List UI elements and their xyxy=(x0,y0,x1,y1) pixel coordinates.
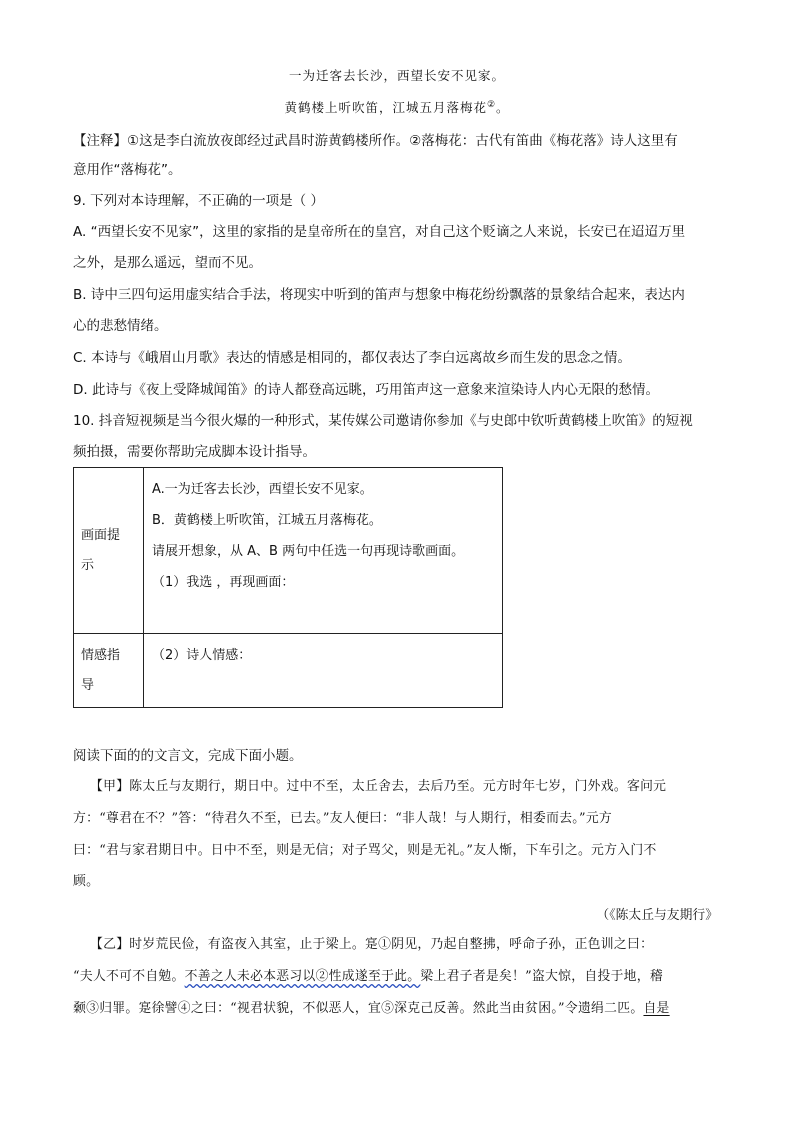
yi-text: “夫人不可不自勉。 xyxy=(73,969,185,984)
table-row xyxy=(74,468,503,634)
poem-line-2 xyxy=(0,98,794,116)
yi-text: 颡③归罪。寔徐譬④之曰：“视君状貌，不似恶人，宜⑤深克己反善。然此当由贫困。”令遗绢二匹。 xyxy=(73,1001,644,1016)
option-c: C. 本诗与《峨眉山月歌》表达的情感是相同的，都仅表达了李白远离故乡而生发的思念之情。 xyxy=(73,350,632,366)
question-10-line-1: 10. 抖音短视频是当今很火爆的一种形式，某传媒公司邀请你参加《与史郎中钦听黄鹤楼上吹笛》的短视 xyxy=(73,413,693,429)
passage-yi-line-1: 【乙】时岁荒民俭，有盗夜入其室，止于梁上。寔①阴见，乃起自整拂，呼命子孙，正色训之曰： xyxy=(90,937,654,952)
hint-instruction: 请展开想象，从 A、B 两句中任选一句再现诗歌画面。 xyxy=(152,544,465,559)
wavy-underlined-sentence: 不善之人未必本恶习以②性成遂至于此。 xyxy=(184,969,421,984)
label-text: 画面提 xyxy=(81,527,121,543)
poem-line-2-end: 。 xyxy=(496,100,510,115)
label-text: 示 xyxy=(81,557,95,573)
script-design-table xyxy=(73,467,503,708)
passage-jia-line-4: 顾。 xyxy=(73,874,100,889)
hint-option-a: A.一为迁客去长沙，西望长安不见家。 xyxy=(152,482,373,497)
underlined-phrase: 自是 xyxy=(643,1001,670,1016)
answer-prompt-2: （2）诗人情感： xyxy=(152,648,252,663)
scene-hint-content xyxy=(144,468,503,634)
poem-line-2-text: 黄鹤楼上听吹笛，江城五月落梅花 xyxy=(284,100,487,115)
passage-jia-line-2: 方：“尊君在不？”答：“待君久不至，已去。”友人便曰：“非人哉！与人期行，相委而去。”元方 xyxy=(73,811,613,826)
yi-text: 梁上君子者是矣！”盗大惊，自投于地，稽 xyxy=(420,969,663,984)
option-d: D. 此诗与《夜上受降城闻笛》的诗人都登高远眺，巧用笛声这一意象来渲染诗人内心无限的愁情。 xyxy=(73,382,659,398)
passage-jia-line-3: 曰：“君与家君期日中。日中不至，则是无信；对子骂父，则是无礼。”友人惭，下车引之。元方入门不 xyxy=(73,843,657,858)
option-a-line-1: A. “西望长安不见家”，这里的家指的是皇帝所在的皇宫，对自己这个贬谪之人来说，长安已在迢迢万里 xyxy=(73,224,686,240)
passage-jia-line-1: 【甲】陈太丘与友期行，期日中。过中不至，太丘舍去，去后乃至。元方时年七岁，门外戏。客问元 xyxy=(90,779,667,794)
row-label-emotion-guide xyxy=(74,634,144,708)
answer-prompt-1: （1）我选 ，再现画面： xyxy=(152,575,295,590)
option-a-line-2: 之外，是那么遥远，望而不见。 xyxy=(73,255,262,271)
option-b-line-2: 心的悲愁情绪。 xyxy=(73,318,168,334)
question-9-stem: 9. 下列对本诗理解，不正确的一项是（ ） xyxy=(73,193,324,209)
note-line-1: 【注释】①这是李白流放夜郎经过武昌时游黄鹤楼所作。②落梅花：古代有笛曲《梅花落》诗人这里有 xyxy=(73,133,678,149)
label-text: 导 xyxy=(81,677,95,693)
option-b-line-1: B. 诗中三四句运用虚实结合手法，将现实中听到的笛声与想象中梅花纷纷飘落的景象结合起来，表达内 xyxy=(73,287,685,303)
hint-option-b: B．黄鹤楼上听吹笛，江城五月落梅花。 xyxy=(152,513,382,528)
row-label-scene-hint xyxy=(74,468,144,634)
question-10-line-2: 频拍摄，需要你帮助完成脚本设计指导。 xyxy=(73,444,316,460)
poem-line-1: 一为迁客去长沙，西望长安不见家。 xyxy=(288,68,505,83)
table-row xyxy=(74,634,503,708)
note-line-2: 意用作“落梅花”。 xyxy=(73,162,182,178)
passage-yi-line-2 xyxy=(73,967,663,987)
passage-source: （《陈太丘与友期行》 xyxy=(596,908,718,923)
emotion-guide-content xyxy=(144,634,503,708)
label-text: 情感指 xyxy=(81,647,121,663)
passage-yi-line-3 xyxy=(73,999,670,1019)
footnote-marker: ② xyxy=(486,99,497,110)
reading-intro: 阅读下面的的文言文，完成下面小题。 xyxy=(73,748,303,764)
